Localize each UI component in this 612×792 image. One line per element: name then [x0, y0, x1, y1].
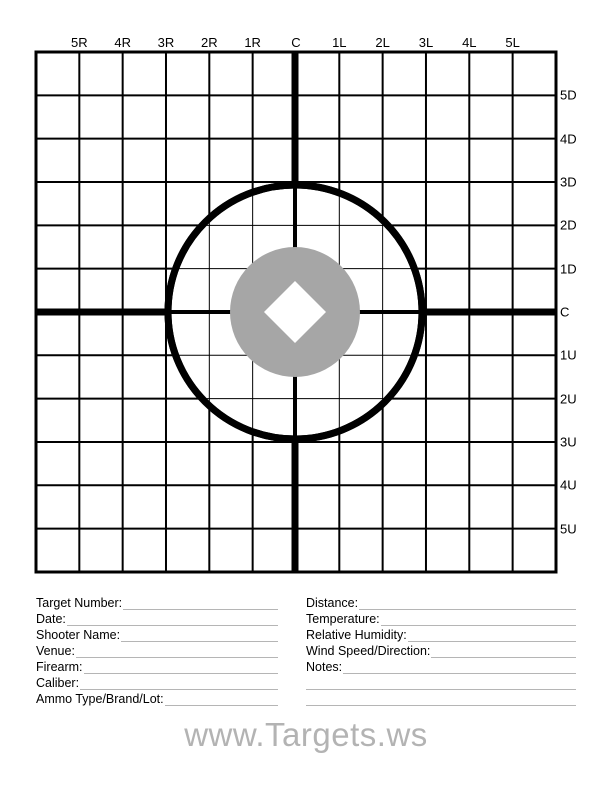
- form-label: Venue:: [36, 644, 75, 658]
- column-label: 1L: [332, 35, 347, 50]
- form-blank-line[interactable]: [381, 615, 576, 626]
- row-label: 4U: [560, 477, 577, 493]
- column-label: 2R: [201, 35, 218, 50]
- form-field-caliber[interactable]: [36, 674, 278, 690]
- form-label: Distance:: [306, 596, 359, 610]
- form-label: Firearm:: [36, 660, 83, 674]
- form-blank-line[interactable]: [80, 679, 278, 690]
- form-blank-line[interactable]: [408, 631, 576, 642]
- row-label: C: [560, 304, 570, 320]
- notes-line[interactable]: [306, 674, 576, 690]
- column-label: 4R: [114, 35, 131, 50]
- column-label: 5L: [505, 35, 520, 50]
- form-blank-line[interactable]: [84, 663, 278, 674]
- column-label: 4L: [462, 35, 477, 50]
- row-label: 2U: [560, 391, 577, 407]
- row-label: 5U: [560, 521, 577, 537]
- column-label: 3L: [418, 35, 434, 50]
- form-blank-line[interactable]: [121, 631, 278, 642]
- form-field-notes[interactable]: [306, 658, 576, 674]
- form-field-target-number[interactable]: [36, 594, 278, 610]
- form-field-ammo[interactable]: [36, 690, 278, 706]
- form-blank-line[interactable]: [165, 695, 278, 706]
- form-label: Shooter Name:: [36, 628, 121, 642]
- row-label: 1U: [560, 347, 577, 363]
- row-label: 3D: [560, 174, 577, 190]
- form-label: Ammo Type/Brand/Lot:: [36, 692, 164, 706]
- row-label: 4D: [560, 131, 577, 147]
- form-label: Target Number:: [36, 596, 123, 610]
- form-field-humidity[interactable]: [306, 626, 576, 642]
- form-label: Temperature:: [306, 612, 380, 626]
- form-field-wind[interactable]: [306, 642, 576, 658]
- form-field-distance[interactable]: [306, 594, 576, 610]
- column-label: 5R: [71, 35, 88, 50]
- row-label: 5D: [560, 87, 577, 103]
- form-field-temperature[interactable]: [306, 610, 576, 626]
- notes-line[interactable]: [306, 690, 576, 706]
- form-blank-line[interactable]: [67, 615, 278, 626]
- form-blank-line[interactable]: [359, 599, 576, 610]
- form-field-shooter-name[interactable]: [36, 626, 278, 642]
- form-blank-line[interactable]: [431, 647, 576, 658]
- form-blank-line[interactable]: [123, 599, 278, 610]
- form-left-column: [36, 594, 278, 706]
- form-label: Wind Speed/Direction:: [306, 644, 431, 658]
- form-blank-line[interactable]: [76, 647, 278, 658]
- footer-website: www.Targets.ws: [184, 716, 428, 753]
- column-label: C: [291, 35, 301, 50]
- form-label: Relative Humidity:: [306, 628, 407, 642]
- form-field-venue[interactable]: [36, 642, 278, 658]
- form-blank-line[interactable]: [343, 663, 576, 674]
- row-label: 1D: [560, 261, 577, 277]
- column-label: 3R: [157, 35, 175, 50]
- form-field-date[interactable]: [36, 610, 278, 626]
- form-right-column: [306, 594, 576, 706]
- row-label: 3U: [560, 434, 577, 450]
- form-field-firearm[interactable]: [36, 658, 278, 674]
- column-label: 1R: [244, 35, 261, 50]
- form-label: Date:: [36, 612, 66, 626]
- row-label: 2D: [560, 217, 577, 233]
- form-label: Caliber:: [36, 676, 80, 690]
- column-label: 2L: [375, 35, 390, 50]
- form-label: Notes:: [306, 660, 343, 674]
